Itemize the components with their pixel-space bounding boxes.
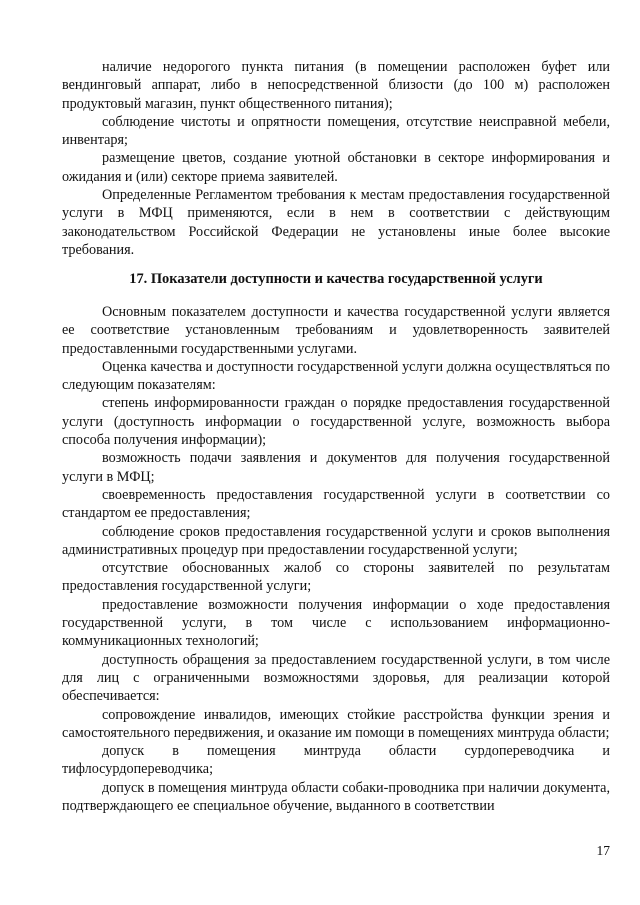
paragraph: сопровождение инвалидов, имеющих стойкие расстройства функции зрения и самостоятельного передвижения, и оказание им помощи в помещениях минтруда области; bbox=[62, 706, 610, 741]
paragraph: соблюдение чистоты и опрятности помещения, отсутствие неисправной мебели, инвентаря; bbox=[62, 113, 610, 149]
paragraph: степень информированности граждан о порядке предоставления государственной услуги (доступность информации о государственной услуге, возможность выбора способа получения информации); bbox=[62, 395, 610, 449]
paragraph: предоставление возможности получения информации о ходе предоставления государственной услуги, в том числе с использованием информационно-коммуникационных технологий; bbox=[62, 596, 610, 650]
paragraph: допуск в помещения минтруда области сурдопереводчика и тифлосурдопереводчика; bbox=[62, 743, 610, 778]
section-paragraphs bbox=[62, 303, 610, 815]
paragraph: размещение цветов, создание уютной обстановки в секторе информирования и ожидания и (или) секторе приема заявителей. bbox=[62, 150, 610, 185]
paragraph: наличие недорогого пункта питания (в помещении расположен буфет или вендинговый аппарат, либо в непосредственной близости (до 100 м) расположен продуктовый магазин, пункт общественного питания); bbox=[62, 59, 610, 112]
paragraph: отсутствие обоснованных жалоб со стороны заявителей по результатам предоставления государственной услуги; bbox=[62, 560, 610, 595]
paragraph: соблюдение сроков предоставления государственной услуги и сроков выполнения административных процедур при предоставлении государственной услуги; bbox=[62, 523, 610, 558]
top-paragraphs bbox=[62, 58, 610, 259]
paragraph: своевременность предоставления государственной услуги в соответствии со стандартом ее предоставления; bbox=[62, 486, 610, 522]
paragraph: возможность подачи заявления и документов для получения государственной услуги в МФЦ; bbox=[62, 450, 610, 485]
page-number: 17 bbox=[596, 843, 610, 858]
paragraph: Основным показателем доступности и качества государственной услуги является ее соответствие установленным требованиям и удовлетворенность заявителей предоставленными государственными услугами. bbox=[62, 304, 610, 357]
paragraph: допуск в помещения минтруда области собаки-проводника при наличии документа, подтверждающего ее специальное обучение, выданного в соответствии bbox=[62, 779, 610, 815]
paragraph: доступность обращения за предоставлением государственной услуги, в том числе для лиц с ограниченными возможностями здоровья, для реализации которой обеспечивается: bbox=[62, 651, 610, 705]
paragraph: Определенные Регламентом требования к местам предоставления государственной услуги в МФЦ применяются, если в нем в соответствии с действующим законодательством Российской Федерации не установлены иные более высокие требования. bbox=[62, 187, 610, 258]
section-heading: 17. Показатели доступности и качества государственной услуги bbox=[129, 271, 543, 287]
paragraph: Оценка качества и доступности государственной услуги должна осуществляться по следующим показателям: bbox=[62, 358, 610, 394]
